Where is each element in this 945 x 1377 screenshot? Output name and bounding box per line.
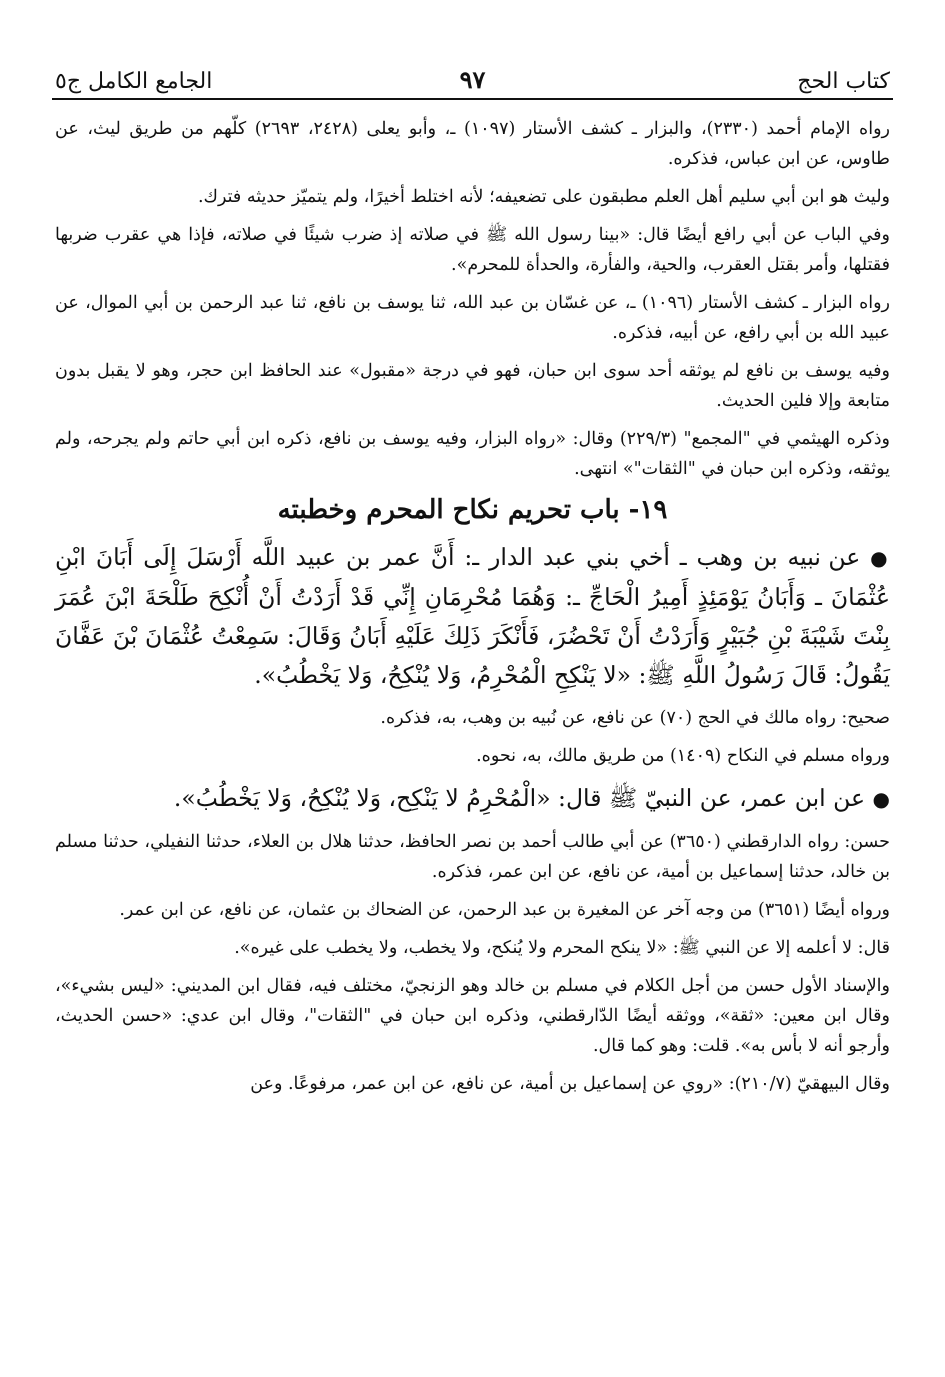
commentary-paragraph: رواه البزار ـ كشف الأستار (١٠٩٦) ـ، عن غسّان بن عبد الله، ثنا يوسف بن نافع، ثنا عبد الرحمن بن أبي الموال، عن عبيد الله بن أبي رافع، عن أبيه، فذكره. xyxy=(55,293,890,343)
commentary-paragraph: حسن: رواه الدارقطني (٣٦٥٠) عن أبي طالب أحمد بن نصر الحافظ، حدثنا هلال بن العلاء، حدثنا النفيلي، حدثنا مسلم بن خالد، حدثنا إسماعيل بن أمية، عن نافع، عن ابن عمر، فذكره. xyxy=(55,832,890,882)
commentary-paragraph: صحيح: رواه مالك في الحج (٧٠) عن نافع، عن نُبيه بن وهب، به، فذكره. xyxy=(380,708,890,728)
commentary-paragraph: وقال البيهقيّ (٢١٠/٧): «روي عن إسماعيل بن أمية، عن نافع، عن ابن عمر، مرفوعًا. وعن xyxy=(250,1074,890,1094)
commentary-paragraph: ورواه أيضًا (٣٦٥١) من وجه آخر عن المغيرة بن عبد الرحمن، عن الضحاك بن عثمان، عن نافع، عن ابن عمر. xyxy=(119,900,890,920)
commentary-paragraph: قال: لا أعلمه إلا عن النبي ﷺ: «لا ينكح المحرم ولا يُنكح، ولا يخطب، ولا يخطب على غيره». xyxy=(234,938,890,958)
hadith-body: عن نبيه بن وهب ـ أخي بني عبد الدار ـ: أَنَّ عمر بن عبيد اللَّه أَرْسَلَ إِلَى أَبَانَ ابْنِ عُثْمَانَ ـ وَأَبَانُ يَوْمَئِذٍ أَمِيرُ الْحَاجِّ ـ: وَهُمَا مُحْرِمَانِ إِنِّي قَدْ أَرَدْتُ أَنْ أُنْكِحَ طَلْحَةَ ابْنَ عُمَرَ بِنْتَ شَيْبَةَ بْنِ جُبَيْرٍ وَأَرَدْتُ أَنْ تَحْضُرَ، فَأَنْكَرَ ذَلِكَ عَلَيْهِ أَبَانُ وَقَالَ: سَمِعْتُ عُثْمَانَ بْنَ عَفَّانَ يَقُولُ: قَالَ رَسُولُ اللَّهِ ﷺ: «لا يَنْكِحِ الْمُحْرِمُ، وَلا يُنْكِحُ، وَلا يَخْطُبُ». xyxy=(55,543,890,689)
commentary-paragraph: وليث هو ابن أبي سليم أهل العلم مطبقون على تضعيفه؛ لأنه اختلط أخيرًا، ولم يتميّز حديثه فترك. xyxy=(197,187,890,207)
commentary-paragraph: وفي الباب عن أبي رافع أيضًا قال: «بينا رسول الله ﷺ في صلاته إذ ضرب شيئًا في صلاته، فإذا هي عقرب ضربها فقتلها، وأمر بقتل العقرب، والحية، والفأرة، والحدأة للمحرم». xyxy=(55,225,890,275)
commentary-paragraph: والإسناد الأول حسن من أجل الكلام في مسلم بن خالد وهو الزنجيّ، مختلف فيه، فقال ابن المديني: «ليس بشيء»، وقال ابن معين: «ثقة»، ووثقه أيضًا الدّارقطني، وذكره ابن حبان في "الثقات"، وقال ابن عدي: «حسن الحديث، وأرجو أنه لا بأس به». قلت: وهو كما قال. xyxy=(55,976,890,1056)
series-title: الجامع الكامل ج٥ xyxy=(55,69,213,94)
page-body xyxy=(55,114,890,1107)
bullet-icon: ● xyxy=(870,546,890,570)
header-rule xyxy=(52,98,893,100)
bullet-icon: ● xyxy=(872,787,890,811)
hadith-text xyxy=(55,779,890,819)
page-number: ٩٧ xyxy=(459,65,486,94)
hadith-body: عن ابن عمر، عن النبيّ ﷺ قال: «الْمُحْرِمُ لا يَنْكِح، وَلا يُنْكِحُ، وَلا يَخْطُبُ». xyxy=(173,784,866,812)
chapter-heading: ١٩- باب تحريم نكاح المحرم وخطبته xyxy=(277,495,668,525)
page-header xyxy=(55,60,890,94)
commentary-paragraph: وذكره الهيثمي في "المجمع" (٢٢٩/٣) وقال: «رواه البزار، وفيه يوسف بن نافع، ذكره ابن أبي حاتم ولم يجرحه، ولم يوثقه، وذكره ابن حبان في "الثقات"» انتهى. xyxy=(55,429,890,479)
commentary-paragraph: وفيه يوسف بن نافع لم يوثقه أحد سوى ابن حبان، فهو في درجة «مقبول» عند الحافظ ابن حجر، وهو لا يقبل بدون متابعة وإلا فلين الحديث. xyxy=(55,361,890,411)
book-title: كتاب الحج xyxy=(797,69,890,94)
commentary-paragraph: ورواه مسلم في النكاح (١٤٠٩) من طريق مالك، به، نحوه. xyxy=(476,746,890,766)
commentary-paragraph: رواه الإمام أحمد (٢٣٣٠)، والبزار ـ كشف الأستار (١٠٩٧) ـ، وأبو يعلى (٢٤٢٨، ٢٦٩٣) كلّهم من طريق ليث، عن طاوس، عن ابن عباس، فذكره. xyxy=(55,119,890,169)
hadith-text xyxy=(55,538,890,695)
